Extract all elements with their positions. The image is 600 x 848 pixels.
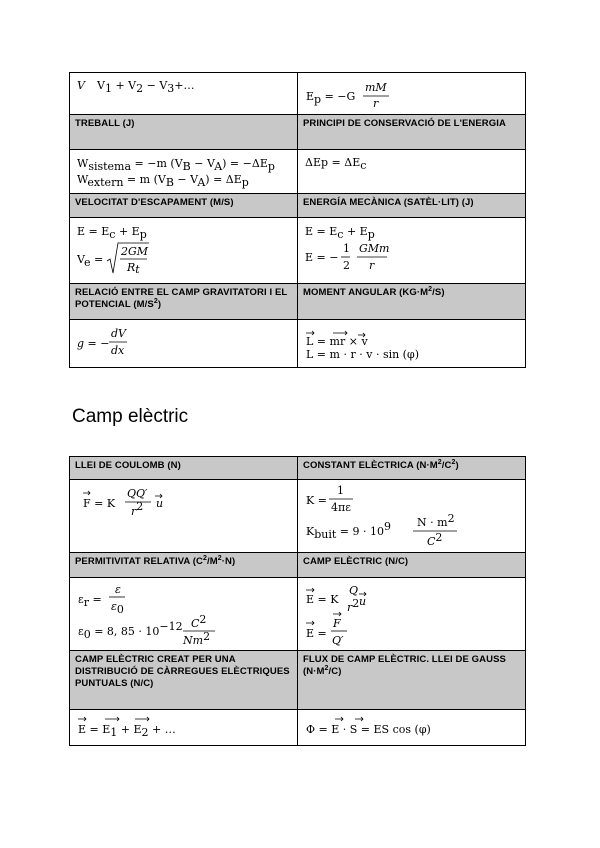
formula-cell-potential-sum — [70, 73, 298, 115]
formula-cell-gauss — [298, 710, 526, 746]
header-angular-momentum: MOMENT ANGULAR $(KG\cdot M^2/S)$ — [298, 284, 526, 320]
svg-text:Ve =: Ve = — [77, 253, 104, 269]
svg-text:2: 2 — [343, 259, 350, 272]
svg-text:QQ′: QQ′ — [127, 487, 148, 500]
svg-text:Ep = −G: Ep = −G — [306, 90, 356, 106]
formula-work — [75, 153, 295, 189]
table-row — [70, 710, 526, 746]
formula-cell-electric-constant — [298, 480, 526, 553]
formula-potential-sum — [75, 76, 295, 96]
table-row — [70, 218, 526, 284]
formula-potential-energy — [303, 76, 523, 110]
formula-escape-velocity — [75, 221, 295, 279]
formula-cell-electric-field — [298, 578, 526, 651]
svg-text:εr =: εr = — [78, 593, 102, 609]
table-row — [70, 457, 526, 480]
svg-text:Kbuit = 9 · 109: Kbuit = 9 · 109 — [306, 520, 391, 541]
section-title: Camp elèctric — [72, 406, 189, 427]
header-electric-field: CAMP ELÈCTRIC (N/C) — [298, 553, 526, 578]
formula-coulomb — [75, 483, 295, 523]
table-row — [70, 194, 526, 218]
svg-text:ε0: ε0 — [111, 600, 124, 616]
electric-formula-table — [69, 456, 526, 746]
table-row — [70, 578, 526, 651]
formula-cell-escape-velocity — [70, 218, 298, 284]
svg-text:V: V — [77, 79, 85, 92]
svg-text:E = K: E = K — [306, 593, 339, 606]
table-row — [70, 553, 526, 578]
svg-text:1: 1 — [343, 242, 350, 255]
table-row — [70, 73, 526, 115]
svg-text:F: F — [333, 617, 341, 630]
gravitation-formula-table — [69, 72, 526, 368]
svg-text:r: r — [373, 97, 379, 110]
svg-text:Wsistema = −m (VB − VA) = −ΔEp: Wsistema = −m (VB − VA) = −ΔEp — [77, 157, 275, 173]
svg-text:N · m2: N · m2 — [417, 512, 455, 529]
formula-mechanical-energy — [303, 221, 523, 279]
formula-angular-momentum — [303, 323, 523, 363]
header-point-charges-field: CAMP ELÈCTRIC CREAT PER UNA DISTRIBUCIÓ DE CÀRREGUES ELÈCTRIQUES PUNTUALS (N/C) — [70, 651, 298, 710]
formula-cell-mechanical-energy — [298, 218, 526, 284]
header-work: TREBALL (J) — [70, 115, 298, 150]
svg-text:4πε: 4πε — [331, 501, 351, 514]
table-row — [70, 150, 526, 194]
formula-permittivity — [75, 581, 295, 647]
svg-text:Φ = E · S = ES cos (φ): Φ = E · S = ES cos (φ) — [306, 723, 431, 736]
formula-cell-potential-energy — [298, 73, 526, 115]
svg-text:K =: K = — [306, 494, 327, 507]
svg-text:E = Ec + Ep: E = Ec + Ep — [77, 225, 147, 241]
formula-cell-permittivity — [70, 578, 298, 651]
svg-text:mM: mM — [365, 81, 387, 94]
header-field-potential-relation: RELACIÓ ENTRE EL CAMP GRAVITATORI I EL POTENCIAL $(M/S^2)$ — [70, 284, 298, 320]
svg-text:E =: E = — [306, 627, 327, 640]
svg-text:C2: C2 — [191, 613, 207, 630]
svg-text:2GM: 2GM — [121, 245, 149, 258]
svg-text:Wextern = m (VB − VA) = ΔEp: Wextern = m (VB − VA) = ΔEp — [77, 173, 249, 189]
svg-text:1: 1 — [337, 484, 344, 497]
svg-text:V1 + V2 − V3+…: V1 + V2 − V3+… — [97, 79, 195, 95]
formula-energy-conservation — [303, 153, 523, 173]
svg-text:r: r — [369, 259, 375, 272]
table-row — [70, 480, 526, 553]
header-escape-velocity: VELOCITAT D'ESCAPAMENT (M/S) — [70, 194, 298, 218]
svg-text:dx: dx — [111, 344, 125, 357]
table-row — [70, 115, 526, 150]
formula-cell-coulomb — [70, 480, 298, 553]
header-energy-conservation: PRINCIPI DE CONSERVACIÓ DE L'ENERGIA — [298, 115, 526, 150]
svg-text:r2: r2 — [347, 597, 360, 614]
svg-text:Q: Q — [349, 584, 359, 597]
formula-electric-constant — [303, 483, 523, 549]
svg-text:F = K: F = K — [83, 497, 116, 510]
svg-text:E = E1 + E2 + …: E = E1 + E2 + … — [78, 723, 176, 739]
table-row — [70, 651, 526, 710]
svg-text:Nm2: Nm2 — [183, 630, 211, 647]
svg-text:E = Ec + Ep: E = Ec + Ep — [305, 225, 375, 241]
formula-field-potential — [75, 323, 295, 361]
table-row — [70, 284, 526, 320]
header-electric-flux: FLUX DE CAMP ELÈCTRIC. LLEI DE GAUSS $(N\cdot M^2/C)$ — [298, 651, 526, 710]
svg-text:L = mr × v: L = mr × v — [306, 335, 368, 348]
svg-text:r2: r2 — [131, 500, 144, 518]
formula-electric-field — [303, 581, 523, 647]
svg-text:dV: dV — [111, 327, 126, 340]
svg-text:g = −: g = − — [77, 337, 110, 350]
header-relative-permittivity: PERMITIVITAT RELATIVA $(C^2/M^2\cdot N)$ — [70, 553, 298, 578]
svg-text:ΔEp = ΔEc: ΔEp = ΔEc — [305, 156, 367, 172]
formula-cell-work — [70, 150, 298, 194]
formula-cell-superposition — [70, 710, 298, 746]
svg-text:C2: C2 — [427, 531, 443, 548]
svg-text:E = −: E = − — [305, 251, 339, 264]
svg-text:GMm: GMm — [359, 242, 390, 255]
svg-text:L = m · r · v · sin (φ): L = m · r · v · sin (φ) — [306, 348, 419, 361]
svg-text:u: u — [359, 595, 367, 608]
svg-text:u: u — [156, 497, 164, 510]
formula-gauss — [303, 713, 523, 741]
svg-text:Rt: Rt — [127, 261, 140, 276]
header-electric-constant: CONSTANT ELÈCTRICA $(N\cdot M^2/C^2)$ — [298, 457, 526, 480]
formula-cell-energy-conservation — [298, 150, 526, 194]
formula-superposition — [75, 713, 295, 741]
table-row — [70, 320, 526, 368]
svg-text:ε: ε — [115, 583, 121, 596]
formula-cell-angular-momentum — [298, 320, 526, 368]
svg-text:ε0 = 8, 85 · 10−12: ε0 = 8, 85 · 10−12 — [78, 620, 183, 641]
formula-cell-field-potential — [70, 320, 298, 368]
header-mechanical-energy: ENERGÍA MECÀNICA (SATÈL·LIT) (J) — [298, 194, 526, 218]
header-coulomb-law: LLEI DE COULOMB (N) — [70, 457, 298, 480]
svg-text:Q′: Q′ — [332, 634, 344, 647]
